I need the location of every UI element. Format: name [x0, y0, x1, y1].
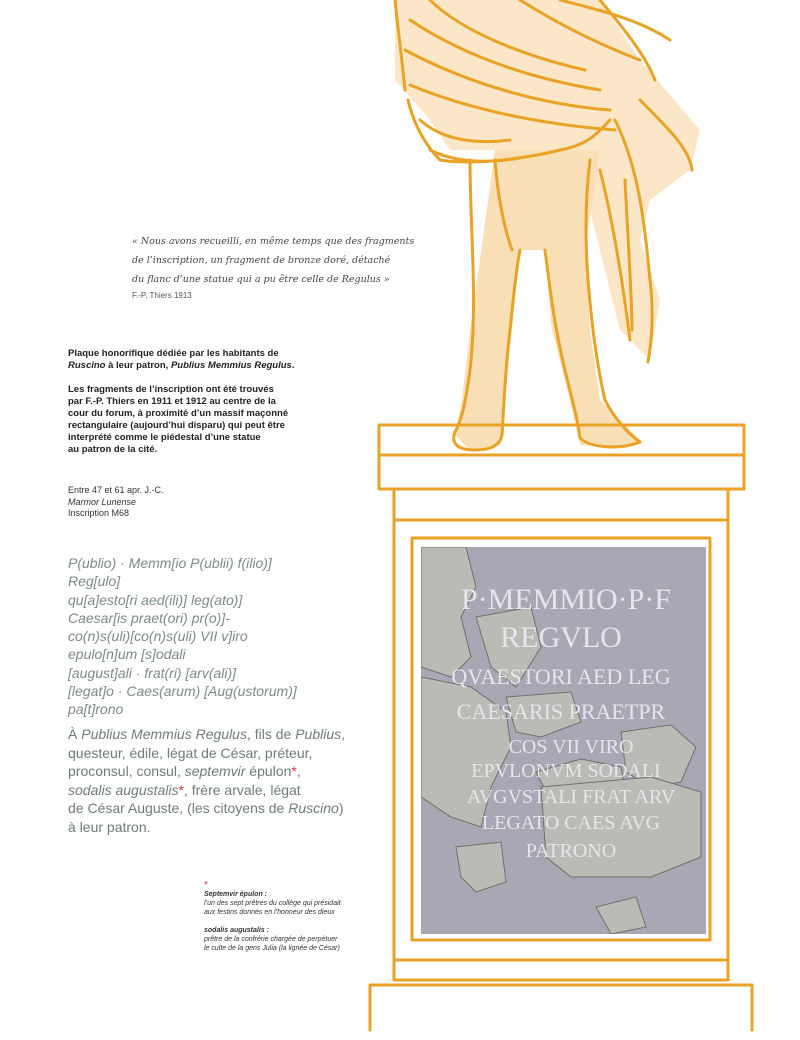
latin-line: P(ublio) · Memm[io P(ublii) f(ilio)]: [68, 555, 272, 571]
t-name: Publius Memmius Regulus: [81, 726, 247, 742]
intro-title-place: Ruscino: [68, 360, 106, 371]
intro-title-end: .: [291, 360, 295, 371]
intro-body-line: interprété comme le piédestal d’une statue: [68, 432, 261, 443]
t-text: ): [338, 800, 344, 817]
artifact-date: Entre 47 et 61 apr. J.-C.: [68, 485, 164, 495]
footnote-star: *: [178, 781, 184, 798]
t-text: de César Auguste, (les citoyens de: [68, 800, 289, 817]
intro-title-name: Publius Memmius Regulus: [170, 360, 292, 371]
quote-line: du flanc d’une statue qui a pu être celle de Regulus »: [132, 274, 390, 285]
plaque-line: REGVLO: [500, 621, 622, 654]
footnote-term: sodalis augustalis :: [204, 927, 269, 934]
french-translation: [68, 725, 368, 837]
t-text: , frère arvale, légat: [183, 781, 301, 798]
artifact-inventory: Inscription M68: [68, 508, 130, 518]
footnote-star: *: [291, 763, 297, 780]
plaque-line: PATRONO: [525, 840, 617, 862]
t-place: Ruscino: [288, 800, 339, 817]
intro-body-line: rectangulaire (aujourd’hui disparu) qui peut être: [68, 420, 285, 431]
footnote-term: Septemvir épulon :: [204, 891, 268, 898]
intro-body: [68, 384, 358, 456]
plaque-line: P·MEMMIO·P·F: [460, 583, 672, 616]
latin-line: pa[t]rono: [68, 701, 124, 718]
intro-title: [68, 348, 358, 372]
plaque-line: AVGVSTALI FRAT ARV: [466, 786, 676, 808]
footnote-def-line: l’un des sept prêtres du collège qui présidait: [204, 900, 341, 907]
historical-quote: [132, 232, 432, 289]
t-text: ,: [296, 763, 301, 780]
t-term: sodalis augustalis: [68, 781, 179, 798]
footnote-definition: [204, 935, 364, 953]
plaque-line: EPVLONVM SODALI: [471, 760, 661, 782]
quote-author: F.-P. Thiers 1913: [132, 291, 192, 300]
latin-transcription: [68, 554, 388, 719]
latin-line: [august]ali · frat(ri) [arv(ali)]: [68, 664, 237, 681]
plaque-line: LEGATO CAES AVG: [481, 812, 661, 834]
t-father: Publius: [295, 726, 342, 742]
t-text: épulon: [245, 763, 292, 780]
translation-line-4: [68, 781, 368, 800]
translation-line-5: [68, 799, 368, 818]
inscription-photo: [421, 547, 706, 934]
latin-line: Caesar[is praet(ori) pr(o)]-: [68, 609, 230, 626]
quote-line: « Nous avons recueilli, en même temps que des fragments: [132, 236, 415, 247]
footnote-definition: [204, 899, 364, 917]
t-text: , fils de: [246, 726, 296, 742]
intro-text: [68, 348, 358, 468]
latin-line: [legat]o · Caes(arum) [Aug(ustorum)]: [68, 683, 297, 700]
intro-title-mid: à leur patron,: [105, 360, 171, 371]
artifact-metadata: [68, 485, 164, 520]
inscription-plaque: [421, 547, 706, 934]
latin-line: co(n)s(uli)[co(n)s(uli) VII v]iro: [68, 628, 248, 645]
plaque-line: COS VII VIRO: [508, 736, 634, 758]
footnote-def-line: le culte de la gens Julia (la lignée de César): [204, 945, 340, 952]
t-text: ,: [341, 726, 346, 742]
intro-title-a: Plaque honorifique dédiée par les habitants de: [68, 348, 279, 359]
intro-body-line: au patron de la cité.: [68, 444, 158, 455]
t-text: proconsul, consul,: [68, 763, 185, 780]
translation-line-2: questeur, édile, légat de César, préteur,: [68, 744, 313, 761]
intro-body-line: Les fragments de l’inscription ont été trouvés: [68, 384, 274, 395]
latin-line: epulo[n]um [s]odali: [68, 646, 186, 663]
plaque-line: CAESARIS PRAETPR: [456, 699, 666, 724]
footnote-def-line: prêtre de la confrérie chargée de perpétuer: [204, 936, 338, 943]
artifact-material: Marmor Lunense: [68, 496, 137, 507]
plaque-line: QVAESTORI AED LEG: [451, 664, 671, 689]
t-text: À: [68, 726, 82, 742]
translation-line-3: [68, 762, 368, 781]
translation-line-6: à leur patron.: [68, 818, 151, 835]
intro-body-line: par F.-P. Thiers en 1911 et 1912 au centre de la: [68, 396, 276, 407]
translation-line-1: [68, 725, 368, 744]
footnote-def-line: aux festins donnés en l’honneur des dieux: [204, 909, 335, 916]
latin-line: qu[a]esto[ri aed(ili)] leg(ato)]: [68, 591, 243, 608]
t-term: septemvir: [184, 763, 246, 780]
footnotes: [204, 882, 364, 962]
latin-line: Reg[ulo]: [68, 573, 121, 590]
quote-line: de l’inscription, un fragment de bronze doré, détaché: [132, 255, 391, 266]
intro-body-line: cour du forum, à proximité d’un massif maçonné: [68, 408, 289, 419]
footnote-marker: *: [204, 880, 208, 891]
